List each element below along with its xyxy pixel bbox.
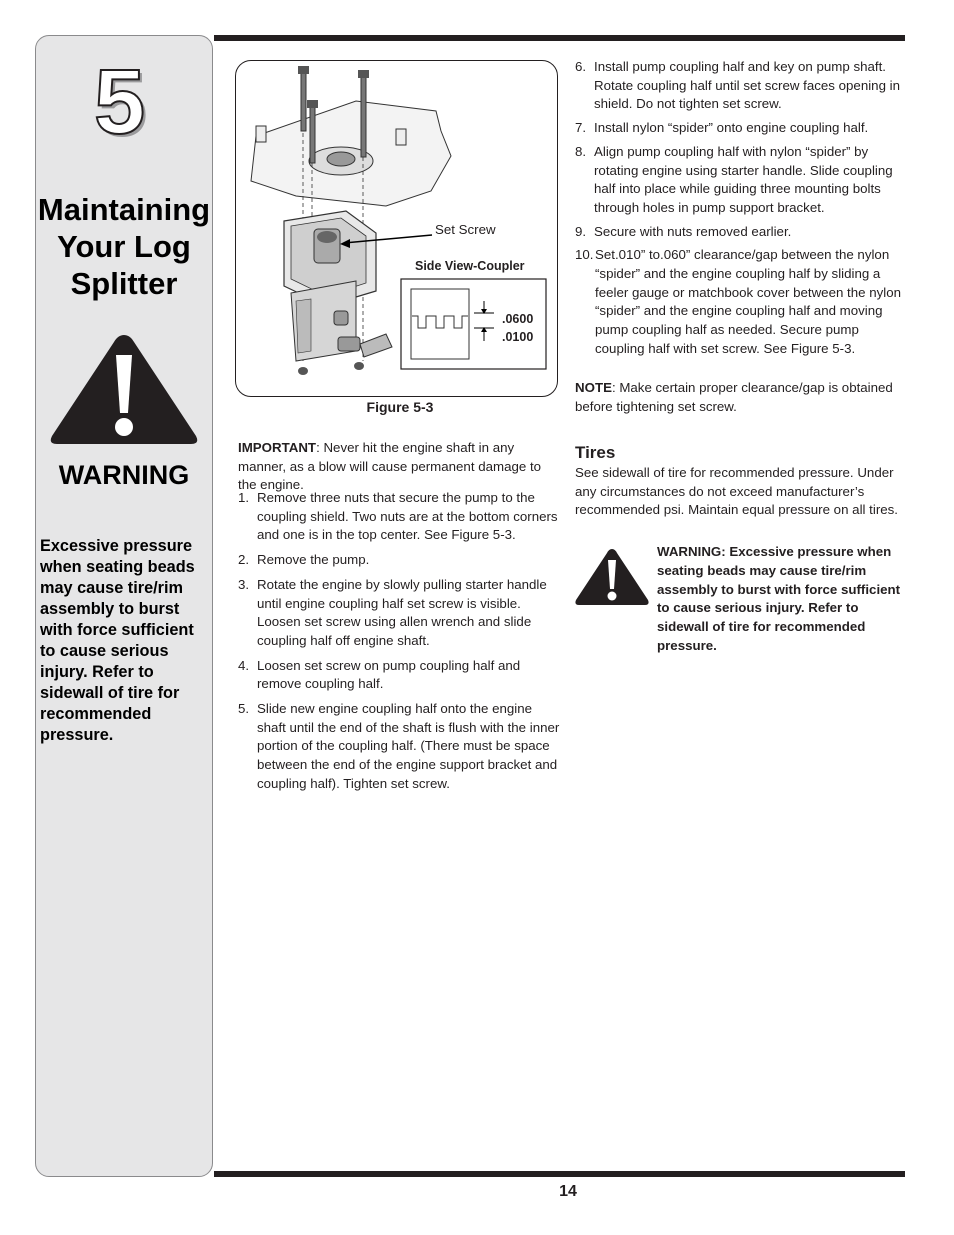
chapter-title	[36, 191, 212, 302]
steps-list-right	[575, 58, 905, 359]
important-label: IMPORTANT	[238, 440, 317, 455]
step-text: Secure with nuts removed earlier.	[594, 223, 792, 239]
dimension-bottom: .0100	[502, 330, 534, 344]
important-text: : Never hit the engine shaft in any manner, as a blow will cause permanent damage to the engine.	[238, 440, 542, 493]
chapter-title-line: Splitter	[70, 266, 178, 301]
chapter-title-line: Your Log	[57, 229, 191, 264]
list-item	[575, 58, 905, 114]
figure-caption: Figure 5-3	[366, 399, 434, 415]
side-view-label: Side View-Coupler	[415, 259, 525, 273]
step-text: Loosen set screw on pump coupling half and remove coupling half.	[257, 657, 521, 692]
page-number: 14	[559, 1183, 577, 1200]
chapter-number: 5	[94, 51, 146, 153]
note-paragraph	[575, 379, 905, 416]
warning-heading: WARNING	[58, 460, 190, 490]
step-text: Install pump coupling half and key on pump shaft. Rotate coupling half until set screw faces opening in shield. Do not tighten set screw.	[594, 59, 901, 112]
sidebar-warning-text: Excessive pressure when seating beads may cause tire/rim assembly to burst with force sufficient to cause serious injury. Refer to sidewall of tire for recommended pressure.	[40, 537, 195, 744]
step-number: 1.	[238, 490, 250, 505]
tires-warning-text: WARNING: Excessive pressure when seating beads may cause tire/rim assembly to burst with force sufficient to cause serious injury. Refer to sidewall of tire for recommended pressure.	[657, 544, 901, 653]
figure-5-3	[235, 60, 558, 397]
note-text: : Make certain proper clearance/gap is obtained before tightening set screw.	[575, 380, 893, 414]
step-text: Set.010” to.060” clearance/gap between the nylon “spider” and the engine coupling half by sliding a feeler gauge or matchbook cover between the nylon “spider” and the engine coupling half and moving pump coupling half as needed. Secure pump coupling half with set screw. See Figure 5-3.	[595, 247, 902, 356]
top-rule	[214, 35, 905, 41]
list-item	[238, 700, 560, 794]
note-label: NOTE	[575, 380, 612, 395]
coupling-illustration	[236, 61, 556, 395]
step-text: Align pump coupling half with nylon “spider” by rotating engine using starter handle. Slide coupling half into place while guiding three mounting bolts through holes in pump support bracket.	[594, 143, 893, 215]
step-number: 5.	[238, 701, 250, 717]
step-text: Install nylon “spider” onto engine coupling half.	[594, 120, 869, 136]
list-item	[238, 489, 560, 545]
step-number: 6.	[575, 59, 587, 74]
list-item	[575, 143, 905, 218]
step-number: 3.	[238, 576, 250, 592]
step-text: Rotate the engine by slowly pulling starter handle until engine coupling half set screw is visible. Loosen set screw using allen wrench and slide coupling half off engine shaft.	[257, 576, 547, 648]
list-item	[575, 119, 905, 138]
tires-heading: Tires	[575, 443, 616, 462]
list-item	[575, 223, 905, 242]
step-number: 8.	[575, 143, 587, 159]
warning-triangle-icon	[48, 331, 200, 447]
dimension-top: .0600	[502, 312, 534, 326]
list-item	[238, 551, 560, 570]
tires-text: See sidewall of tire for recommended pressure. Under any circumstances do not exceed manufacturer’s recommended psi. Maintain equal pressure on all tires.	[575, 465, 898, 518]
list-item	[238, 576, 560, 651]
step-number: 2.	[238, 552, 250, 568]
tires-paragraph	[575, 464, 905, 520]
chapter-title-line: Maintaining	[37, 192, 211, 227]
list-item	[575, 246, 905, 358]
steps-list-left	[238, 489, 560, 794]
step-number: 7.	[575, 120, 587, 136]
chapter-sidebar	[35, 35, 213, 1177]
step-number: 10.	[575, 247, 594, 263]
warning-triangle-icon	[574, 547, 650, 607]
set-screw-label: Set Screw	[435, 222, 496, 237]
list-item	[238, 657, 560, 694]
step-text: Slide new engine coupling half onto the engine shaft until the end of the shaft is flush with the inner portion of the coupling half. (There must be space between the end of the engine support bracket and coupling half). Tighten set screw.	[257, 701, 560, 791]
step-text: Remove three nuts that secure the pump to the coupling shield. Two nuts are at the bottom corners and one is in the top center. See Figure 5-3.	[257, 490, 558, 543]
bottom-rule	[214, 1171, 905, 1177]
step-number: 4.	[238, 657, 250, 673]
step-number: 9.	[575, 223, 587, 239]
important-note	[238, 439, 560, 495]
step-text: Remove the pump.	[257, 552, 370, 568]
